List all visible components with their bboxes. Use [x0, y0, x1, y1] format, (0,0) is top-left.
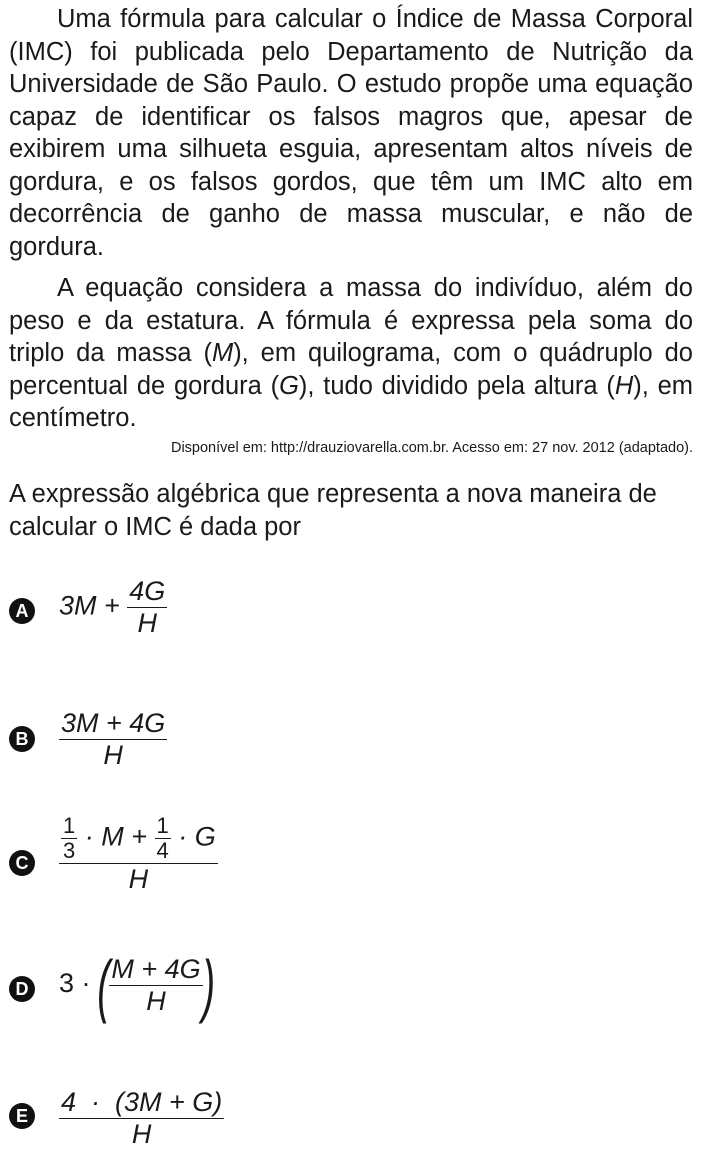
- option-c-one-a: 1: [63, 813, 76, 838]
- option-c-formula: [59, 814, 218, 895]
- paragraph-2-part-a: A equação considera a massa do indivíduo, além do peso e da estatura. A fórmula é expressa pela soma do triplo da massa (: [9, 274, 693, 367]
- paragraph-2: [9, 272, 693, 435]
- option-d-left-paren: (: [97, 946, 111, 1024]
- option-c-numerator: [59, 814, 218, 863]
- option-b-badge: B: [9, 726, 35, 752]
- option-b-fraction: [59, 708, 167, 771]
- option-e-formula: [59, 1087, 224, 1150]
- var-m: M: [211, 339, 234, 367]
- option-a-denominator: H: [127, 607, 167, 639]
- option-d-lead: 3 ·: [59, 968, 99, 999]
- option-c-mid: · M +: [77, 821, 155, 852]
- option-a-fraction: [127, 576, 167, 639]
- option-c-tail: · G: [170, 821, 216, 852]
- option-a-lead: 3M +: [59, 590, 128, 621]
- option-c-denominator: H: [59, 863, 218, 895]
- option-c-four: 4: [156, 838, 169, 863]
- option-d-numerator: M + 4G: [111, 953, 201, 984]
- option-c-three: 3: [63, 838, 76, 863]
- option-e-fraction: [59, 1087, 224, 1150]
- option-d-formula: [59, 946, 215, 1024]
- option-b-denominator: H: [59, 739, 167, 771]
- option-c-one-fourth: [155, 814, 171, 863]
- paragraph-2-part-b: ), em quilograma, com o quádruplo do percentual de gordura (: [9, 339, 693, 400]
- option-c-one-b: 1: [156, 813, 169, 838]
- option-d-badge: D: [9, 976, 35, 1002]
- source-citation: Disponível em: http://drauziovarella.com.br. Acesso em: 27 nov. 2012 (adaptado).: [170, 440, 693, 456]
- var-g: G: [279, 371, 299, 400]
- option-d-fraction: [109, 954, 202, 1017]
- option-b-numerator: 3M + 4G: [61, 708, 166, 738]
- paragraph-2-part-d: ), em centímetro.: [9, 371, 693, 432]
- option-d-denominator: H: [109, 985, 202, 1017]
- option-b-formula: [59, 708, 167, 771]
- paragraph-2-part-c: ), tudo dividido pela altura (: [298, 371, 615, 400]
- option-c-fraction: [59, 814, 218, 895]
- option-c-badge: C: [9, 850, 35, 876]
- option-e-denominator: H: [59, 1118, 224, 1150]
- option-a-formula: [59, 576, 167, 639]
- option-a-numerator: 4G: [129, 576, 166, 606]
- option-e-numerator: 4 · (3M + G): [61, 1087, 223, 1117]
- option-e-badge: E: [9, 1103, 35, 1129]
- option-d-right-paren: ): [201, 946, 215, 1024]
- paragraph-1: Uma fórmula para calcular o Índice de Massa Corporal (IMC) foi publicada pelo Departamento de Nutrição da Universidade de São Paulo. O estudo propõe uma equação capaz de identificar os falsos magros que, apesar de exibirem uma silhueta esguia, apresentam altos níveis de gordura, e os falsos gordos, que têm um IMC alto em decorrência de ganho de massa muscular, e não de gordura.: [9, 5, 693, 261]
- option-c-one-third: [61, 814, 77, 863]
- question-text: A expressão algébrica que representa a nova maneira de calcular o IMC é dada por: [9, 480, 657, 541]
- option-a-badge: A: [9, 598, 35, 624]
- var-h: H: [614, 371, 634, 400]
